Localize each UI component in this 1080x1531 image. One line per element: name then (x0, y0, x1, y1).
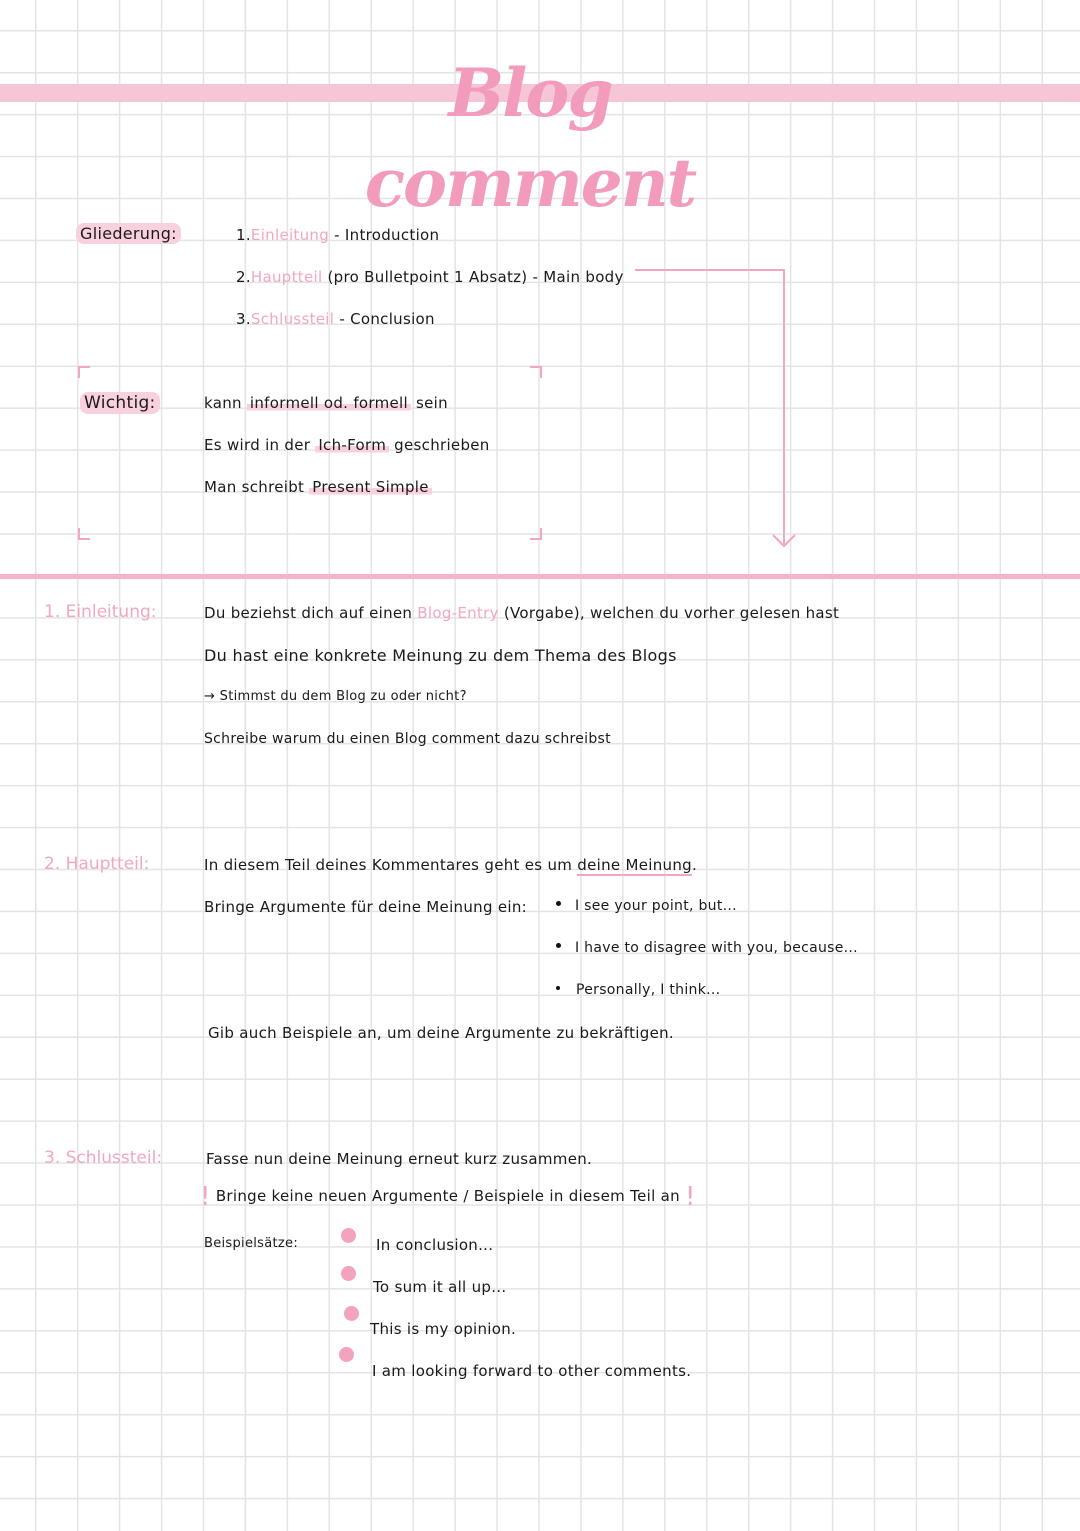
text: Man schreibt (204, 478, 310, 496)
pink-bullet-icon (344, 1306, 359, 1321)
highlight: Present Simple (309, 478, 431, 496)
text: In diesem Teil deines Kommentares geht es um (204, 856, 578, 874)
outline-item-2 (236, 268, 624, 286)
text: Personally, I think... (576, 982, 721, 998)
pink-term: Blog-Entry (417, 604, 499, 622)
wichtig-line-1 (204, 394, 448, 412)
box-corner-tr (530, 366, 542, 378)
gliederung-label (76, 224, 181, 243)
einleitung-line-4: Schreibe warum du einen Blog comment dazu schreibst (204, 731, 611, 747)
highlight: Ich-Form (315, 436, 389, 454)
schlussteil-warning (200, 1182, 696, 1212)
box-corner-br (530, 528, 542, 540)
outline-term: Schlussteil (250, 310, 335, 328)
text: sein (410, 394, 448, 412)
outline-number: 2. (236, 268, 251, 286)
text: . (691, 856, 698, 874)
schlussteil-line-1: Fasse nun deine Meinung erneut kurz zusammen. (206, 1150, 593, 1168)
hauptteil-bullet-2 (556, 940, 858, 956)
examples-label: Beispielsätze: (204, 1236, 299, 1251)
box-corner-bl (78, 528, 90, 540)
page-title: Blog comment (364, 54, 696, 222)
outline-number: 3. (236, 310, 251, 328)
schlussteil-label: 3. Schlussteil: (44, 1148, 163, 1168)
pink-bullet-icon (341, 1228, 356, 1243)
text: geschrieben (389, 436, 490, 454)
einleitung-label: 1. Einleitung: (44, 602, 157, 622)
hauptteil-line-3: Gib auch Beispiele an, um deine Argumente zu bekräftigen. (208, 1024, 674, 1042)
hauptteil-line-2: Bringe Argumente für deine Meinung ein: (204, 898, 528, 916)
outline-term: Einleitung (250, 226, 330, 244)
highlight: informell od. formell (247, 394, 411, 412)
wichtig-label (80, 393, 160, 413)
outline-term: Hauptteil (250, 268, 323, 286)
outline-number: 1. (236, 226, 251, 244)
arrow-right-icon: → (204, 689, 216, 704)
einleitung-line-3 (204, 689, 467, 704)
bullet-icon (556, 901, 561, 906)
gliederung-label-text: Gliederung: (76, 223, 181, 244)
pink-bullet-icon (341, 1266, 356, 1281)
outline-desc: - Introduction (329, 226, 440, 244)
bullet-icon (556, 986, 560, 990)
hauptteil-line-1 (204, 856, 697, 874)
wichtig-label-text: Wichtig: (80, 392, 160, 414)
exclamation-icon: ! (200, 1182, 211, 1212)
outline-item-3 (236, 310, 435, 328)
section-divider (0, 574, 1080, 579)
box-corner-tl (78, 366, 90, 378)
underlined-term: deine Meinung (577, 856, 692, 874)
einleitung-line-1 (204, 604, 839, 622)
example-3: This is my opinion. (370, 1320, 517, 1338)
wichtig-line-3 (204, 478, 432, 496)
text: I have to disagree with you, because... (575, 940, 858, 956)
hauptteil-bullet-1 (556, 898, 737, 914)
exclamation-icon: ! (685, 1182, 696, 1212)
pink-bullet-icon (339, 1347, 354, 1362)
hauptteil-label: 2. Hauptteil: (44, 854, 150, 874)
outline-desc: (pro Bulletpoint 1 Absatz) - Main body (322, 268, 624, 286)
text: (Vorgabe), welchen du vorher gelesen hast (498, 604, 840, 622)
example-1: In conclusion... (376, 1236, 494, 1254)
einleitung-line-2: Du hast eine konkrete Meinung zu dem Thema des Blogs (204, 646, 677, 665)
outline-item-1 (236, 226, 439, 244)
example-4: I am looking forward to other comments. (372, 1362, 692, 1380)
text: Es wird in der (204, 436, 316, 454)
outline-desc: - Conclusion (334, 310, 435, 328)
example-2: To sum it all up... (373, 1278, 507, 1296)
bullet-icon (556, 943, 561, 948)
text: Stimmst du dem Blog zu oder nicht? (219, 689, 467, 704)
hauptteil-bullet-3 (556, 982, 720, 998)
text: I see your point, but... (575, 898, 737, 914)
wichtig-line-2 (204, 436, 490, 454)
text: Du beziehst dich auf einen (204, 604, 418, 622)
text: kann (204, 394, 247, 412)
arrow-down-connector-icon (630, 262, 800, 552)
text: Bringe keine neuen Argumente / Beispiele in diesem Teil an (215, 1187, 680, 1205)
